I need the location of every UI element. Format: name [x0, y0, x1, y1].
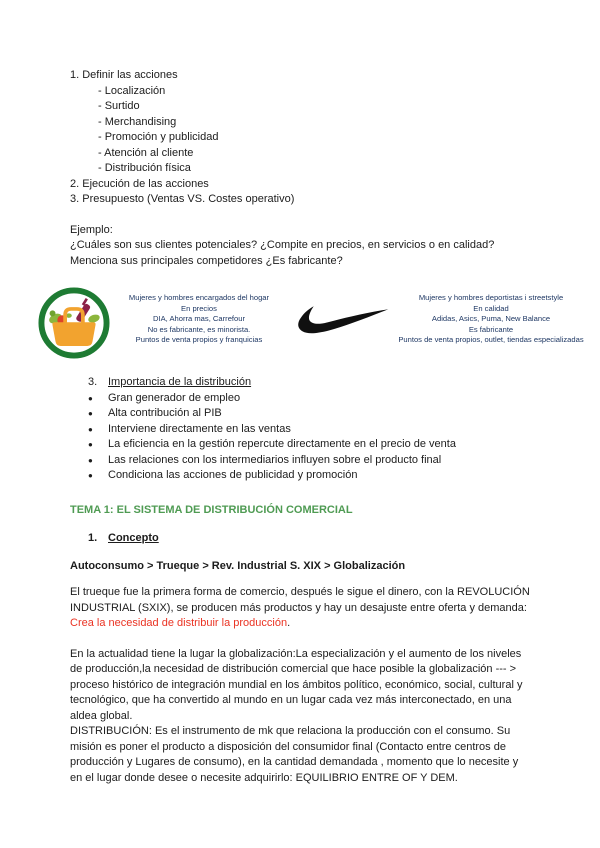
nike-swoosh-logo-icon: [293, 300, 389, 348]
caption-line: Puntos de venta propios y franquicias: [135, 335, 263, 345]
evolution-timeline: Autoconsumo > Trueque > Rev. Industrial S. XIX > Globalización: [70, 559, 406, 572]
paragraph-trueque-end: .: [287, 617, 291, 629]
bullet-text: Gran generador de empleo: [108, 391, 241, 404]
bullet-icon: ●: [88, 424, 93, 434]
caption-line: Mujeres y hombres encargados del hogar: [128, 293, 270, 302]
bullet-icon: ●: [88, 393, 93, 403]
bullet-text: Las relaciones con los intermediarios influyen sobre el producto final: [108, 453, 442, 466]
example-text: ¿Cuáles son sus clientes potenciales? ¿Compite en precios, en servicios o en calidad? Menciona sus principales competidores ¿Es fabricante?: [70, 239, 495, 267]
paragraph-trueque-red: Crea la necesidad de distribuir la producción: [70, 617, 288, 629]
example-block: [70, 223, 528, 270]
basket-caption: [119, 286, 279, 346]
bullet-item: [70, 422, 528, 438]
importance-section: [70, 375, 528, 484]
list-item: - Distribución física: [98, 162, 191, 174]
caption-line: DIA, Ahorra mas, Carrefour: [153, 314, 245, 324]
grocery-basket-logo-icon: [37, 286, 111, 360]
importance-heading: [70, 375, 528, 391]
tema-heading: TEMA 1: EL SISTEMA DE DISTRIBUCIÓN COMERCIAL: [70, 503, 353, 516]
caption-line: Adidas, Asics, Puma, New Balance: [431, 314, 551, 324]
caption-line: No es fabricante, es minorista.: [147, 324, 251, 334]
list-item: - Localización: [98, 84, 166, 97]
bullet-item: [70, 406, 528, 422]
bullet-text: Alta contribución al PIB: [108, 407, 222, 419]
bullet-icon: ●: [88, 471, 93, 480]
bullet-text: La eficiencia en la gestión repercute directamente en el precio de venta: [108, 438, 456, 450]
concept-heading: [70, 531, 528, 547]
list-item: - Atención al cliente: [98, 146, 194, 159]
bullet-item: [70, 453, 528, 469]
list-item: - Promoción y publicidad: [98, 131, 219, 143]
paragraph-distribucion: DISTRIBUCIÓN: Es el instrumento de mk que relaciona la producción con el consumo. Su misión es poner el producto a disposición del consumidor final (Contacto entre centros de producción y Lugares de consumo), en la cantidad demandada , momento que lo necesite y en el lugar donde desee o necesite adquirirlo: EQUILIBRIO ENTRE OF Y DEM.: [70, 725, 519, 784]
bullet-item: [70, 391, 528, 407]
caption-line: Mujeres y hombres deportistas i streetstyle: [418, 293, 564, 302]
action-sub-list: [70, 84, 528, 177]
importance-bullet-list: [70, 391, 528, 484]
caption-line: Puntos de venta propios, outlet, tiendas especializadas: [398, 335, 584, 345]
action-plan-list: [70, 68, 528, 208]
bullet-text: Condiciona las acciones de publicidad y promoción: [108, 469, 358, 481]
list-item: - Merchandising: [98, 115, 177, 128]
concept-number: 1.: [88, 532, 98, 544]
importance-number: 3.: [88, 376, 98, 388]
list-item-presupuesto: 3. Presupuesto (Ventas VS. Costes operativo): [70, 193, 295, 205]
caption-line: En precios: [181, 303, 217, 313]
concept-title: Concepto: [108, 532, 159, 544]
list-item: - Surtido: [98, 100, 140, 112]
paragraph-trueque: [70, 585, 530, 632]
bullet-item: [70, 468, 528, 484]
paragraph-trueque-black: El trueque fue la primera forma de comercio, después le sigue el dinero, con la REVOLUCIÓN INDUSTRIAL (SXIX), se producen más productos y hay un desajuste entre oferta y demanda:: [70, 586, 530, 614]
example-label: Ejemplo:: [70, 223, 113, 236]
bullet-icon: ●: [88, 440, 93, 449]
list-item-definir: 1. Definir las acciones: [70, 69, 178, 81]
paragraph-globalizacion: En la actualidad tiene la lugar la globalización:La especialización y el aumento de los niveles de producción,la necesidad de distribución comercial que hace posible la globalización --- > proceso histórico de integración mundial en los ámbitos político, económico, social, cultural y tecnológico, que ha convertido al mundo en un lugar cada vez más interconectado, en una aldea global.: [70, 647, 523, 722]
caption-line: Es fabricante: [468, 324, 514, 334]
bullet-icon: ●: [88, 455, 93, 465]
nike-caption: [393, 286, 589, 346]
bullet-text: Interviene directamente en las ventas: [108, 422, 291, 435]
list-item-ejecucion: 2. Ejecución de las acciones: [70, 177, 209, 190]
importance-title: Importancia de la distribución: [108, 376, 252, 388]
brand-comparison-row: [37, 286, 589, 360]
bullet-item: [70, 437, 528, 453]
caption-line: En calidad: [473, 303, 509, 313]
bullet-icon: ●: [88, 409, 93, 418]
